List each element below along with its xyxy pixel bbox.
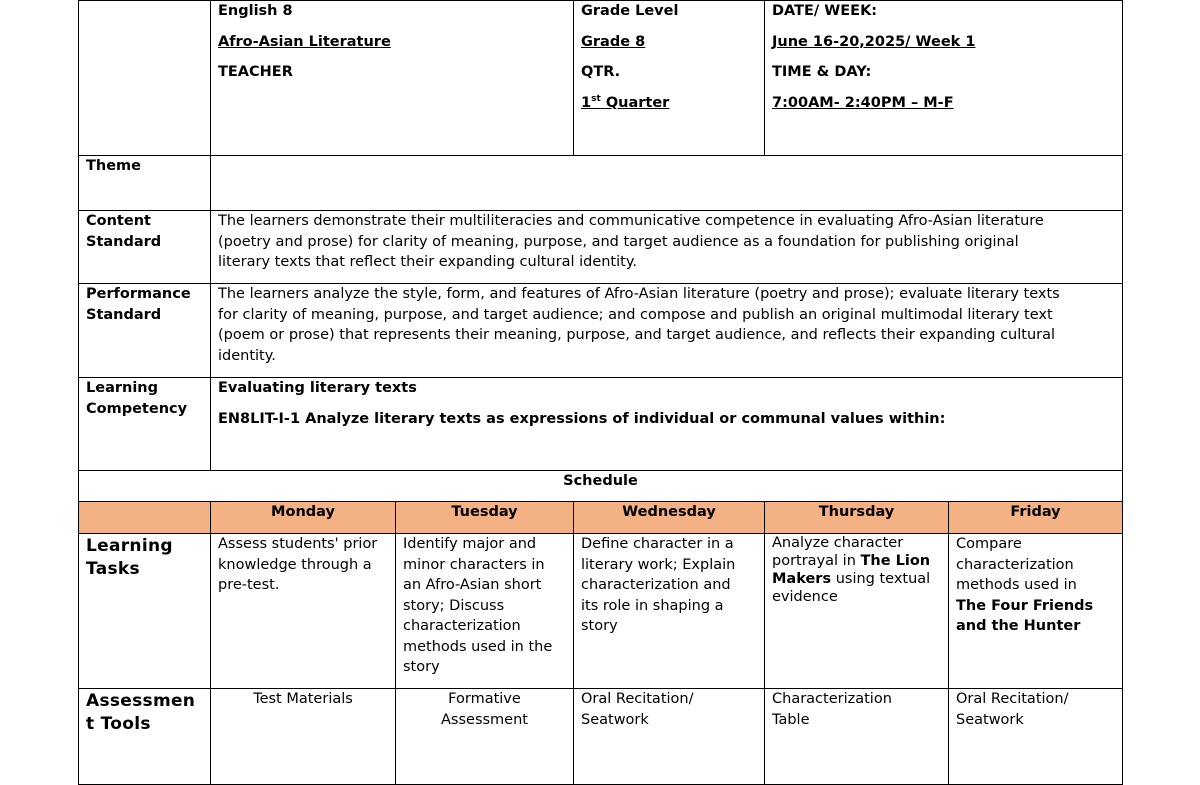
time-day-label: TIME & DAY: [772, 64, 872, 80]
day-label: Monday [271, 504, 335, 520]
subject-cell [210, 0, 574, 156]
day-label: Tuesday [451, 504, 518, 520]
content-standard-label-1: Content [86, 213, 151, 229]
task-line: literary work; Explain [581, 556, 736, 573]
task-line [772, 552, 941, 570]
assessment-line: Seatwork [581, 711, 649, 728]
learning-tasks-monday [210, 533, 396, 689]
subject-title: English 8 [218, 3, 293, 19]
task-line: Identify major and [403, 536, 537, 552]
task-line: minor characters in [403, 556, 545, 573]
learning-competency-label-2: Competency [86, 400, 188, 417]
learning-tasks-label-cell [78, 533, 211, 689]
learning-competency-label-cell [78, 377, 211, 471]
story-title: The Four Friends [956, 597, 1094, 614]
quarter-word: Quarter [605, 94, 670, 111]
performance-standard-label-1: Performance [86, 286, 191, 302]
performance-standard-label-2: Standard [86, 306, 162, 323]
performance-standard-line: identity. [218, 347, 276, 364]
quarter-number: 1 [581, 94, 592, 111]
task-line: pre-test. [218, 577, 280, 593]
task-text: portrayal in [772, 553, 861, 569]
task-line: characterization [956, 556, 1074, 573]
assessment-line: Seatwork [956, 711, 1024, 728]
task-line: an Afro-Asian short [403, 577, 542, 593]
assessment-tools-monday [210, 688, 396, 785]
assessment-line: Oral Recitation/ [956, 691, 1069, 707]
content-standard-line: literary texts that reflect their expanding cultural identity. [218, 254, 637, 270]
date-week-label: DATE/ WEEK: [772, 3, 878, 19]
learning-tasks-thursday [764, 533, 949, 689]
learning-tasks-label-1: Learning [86, 536, 173, 556]
task-line: methods used in [956, 577, 1077, 593]
date-time-cell [764, 0, 1123, 156]
theme-label-cell [78, 155, 211, 211]
story-title: The Lion [860, 553, 931, 569]
assessment-line: Test Materials [253, 691, 353, 707]
task-line: characterization and [581, 577, 731, 593]
theme-label: Theme [86, 158, 141, 174]
assessment-tools-wednesday [573, 688, 765, 785]
task-line: story [403, 659, 440, 675]
task-line: methods used in the [403, 638, 553, 655]
task-line [772, 570, 941, 588]
day-label: Thursday [818, 504, 895, 520]
day-label: Friday [1010, 504, 1061, 520]
content-standard-line: (poetry and prose) for clarity of meaning, purpose, and target audience as a foundation for publishing original [218, 233, 1019, 250]
task-line: evidence [772, 589, 838, 605]
day-header-wednesday [573, 501, 765, 534]
date-week-value: June 16-20,2025/ Week 1 [772, 33, 976, 50]
learning-competency-code: EN8LIT-I-1 Analyze literary texts as expressions of individual or communal values within: [218, 410, 946, 427]
learning-competency-title: Evaluating literary texts [218, 380, 417, 396]
story-title: and the Hunter [956, 618, 1081, 634]
grade-quarter-cell [573, 0, 765, 156]
assessment-line: Table [772, 711, 810, 728]
task-line: story [581, 618, 618, 634]
day-header-thursday [764, 501, 949, 534]
assessment-tools-label-2: t Tools [86, 714, 151, 734]
task-line: Assess students' prior [218, 536, 378, 552]
task-line: Analyze character [772, 535, 904, 551]
assessment-line: Oral Recitation/ [581, 691, 694, 707]
assessment-line: Assessment [441, 711, 528, 728]
content-standard-label-2: Standard [86, 233, 162, 250]
time-day-value: 7:00AM- 2:40PM – M-F [772, 94, 954, 111]
assessment-tools-friday [948, 688, 1123, 785]
task-line: characterization [403, 618, 521, 634]
qtr-label: QTR. [581, 64, 621, 80]
schedule-title-cell [78, 470, 1123, 502]
assessment-tools-thursday [764, 688, 949, 785]
theme-value-cell [210, 155, 1123, 211]
learning-competency-text-cell [210, 377, 1123, 471]
performance-standard-line: (poem or prose) that represents their meaning, purpose, and target audience, and reflects their expanding cultural [218, 327, 1056, 343]
task-line: Compare [956, 536, 1022, 552]
task-line: its role in shaping a [581, 597, 724, 614]
task-line: story; Discuss [403, 597, 505, 614]
unit-title: Afro-Asian Literature [218, 33, 391, 50]
task-line: Define character in a [581, 536, 734, 552]
assessment-line: Characterization [772, 691, 892, 707]
quarter-superscript: st [591, 93, 601, 104]
grade-level-value: Grade 8 [581, 33, 646, 50]
learning-tasks-friday [948, 533, 1123, 689]
learning-tasks-label-2: Tasks [86, 559, 140, 579]
story-title: Makers [772, 571, 832, 587]
day-header-blank [78, 501, 211, 534]
learning-tasks-tuesday [395, 533, 574, 689]
performance-standard-label-cell [78, 283, 211, 378]
day-header-friday [948, 501, 1123, 534]
day-header-monday [210, 501, 396, 534]
content-standard-line: The learners demonstrate their multiliteracies and communicative competence in evaluating Afro-Asian literature [218, 213, 1044, 229]
quarter-value [581, 93, 757, 114]
performance-standard-line: for clarity of meaning, purpose, and target audience; and compose and publish an original multimodal literary text [218, 306, 1053, 323]
performance-standard-text-cell [210, 283, 1123, 378]
grade-level-label: Grade Level [581, 3, 679, 19]
assessment-tools-tuesday [395, 688, 574, 785]
day-header-tuesday [395, 501, 574, 534]
learning-competency-label-1: Learning [86, 380, 159, 396]
assessment-tools-label-1: Assessmen [86, 691, 196, 711]
assessment-tools-label-cell [78, 688, 211, 785]
learning-tasks-wednesday [573, 533, 765, 689]
teacher-label: TEACHER [218, 64, 293, 80]
header-blank-cell [78, 0, 211, 156]
content-standard-label-cell [78, 210, 211, 284]
assessment-line: Formative [448, 691, 521, 707]
performance-standard-line: The learners analyze the style, form, and features of Afro-Asian literature (poetry and prose); evaluate literary texts [218, 286, 1060, 302]
content-standard-text-cell [210, 210, 1123, 284]
task-text: using textual [831, 571, 931, 587]
task-line: knowledge through a [218, 556, 372, 573]
schedule-title: Schedule [563, 473, 638, 489]
day-label: Wednesday [622, 504, 716, 520]
